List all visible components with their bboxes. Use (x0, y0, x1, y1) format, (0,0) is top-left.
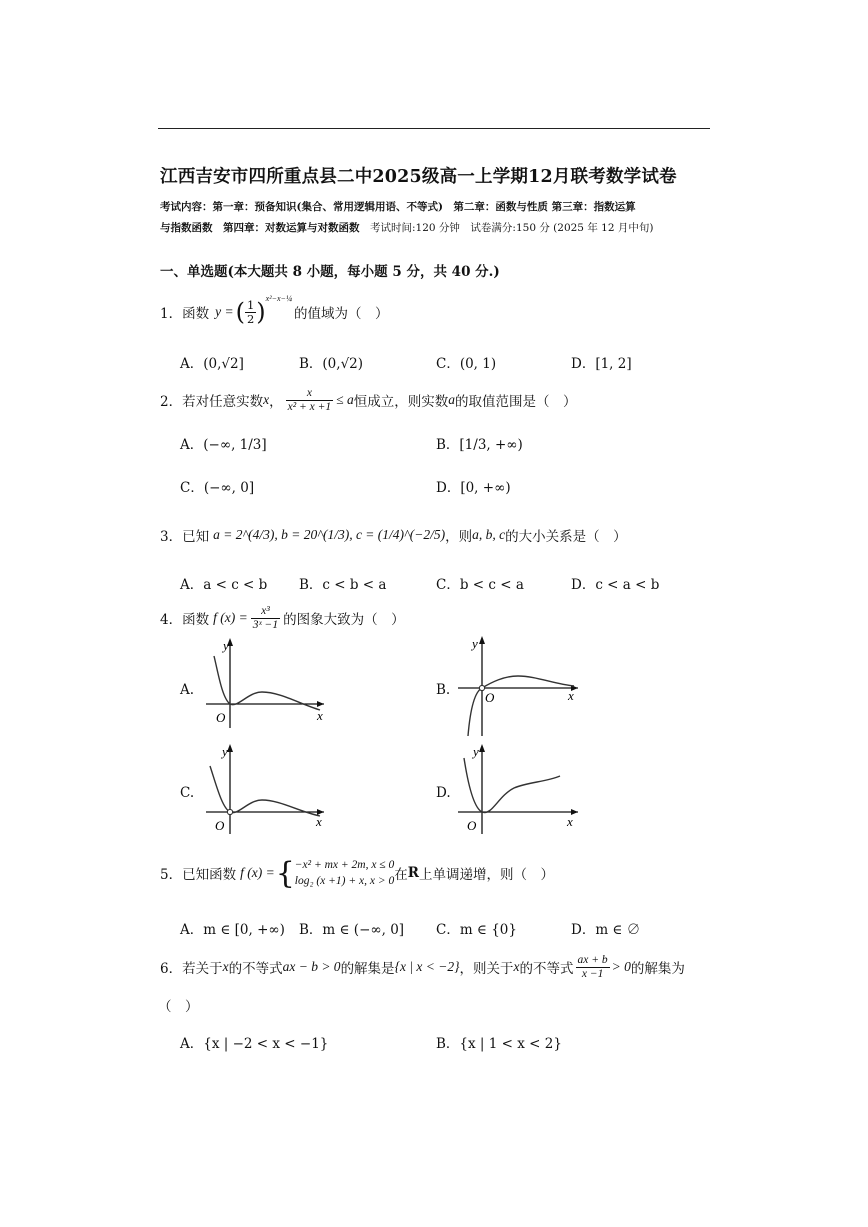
exam-scope-line1: 考试内容：第一章：预备知识(集合、常用逻辑用语、不等式) 第二章：函数与性质 第三章：指数运算 (160, 201, 636, 213)
graph-c-y-label: y (222, 744, 228, 759)
exam-scope-line2: 与指数函数 第四章：对数运算与对数函数 考试时间:120 分钟 试卷满分:150 分 (2025 年 12 月中旬) (160, 222, 654, 234)
q4-option-d-label[interactable]: D. (436, 785, 451, 801)
question-6: 6．若关于 x 的不等式 ax − b > 0 的解集是 {x | x < −2} ，则关于 x 的不等式 $\frac{ax + b}{x -1}$ > 0 的解集为 (160, 953, 685, 980)
question-1: 1．函数 y = ( $\frac{1}{2}$ ) x²−x−¼ 的值域为（ ） (160, 294, 389, 326)
q4-graph-d[interactable] (456, 738, 586, 836)
q4-option-b-label[interactable]: B. (436, 682, 451, 698)
graph-d-y-label: y (473, 744, 479, 759)
q4-graph-a[interactable] (200, 632, 332, 730)
graph-a-y-label: y (223, 638, 229, 653)
q2-option-b[interactable]: B．[1/3, +∞) (436, 437, 523, 453)
q5-option-c[interactable]: C．m ∈ {0} (436, 922, 517, 938)
q2-option-d[interactable]: D．[0, +∞) (436, 480, 511, 496)
q1-option-d[interactable]: D．[1, 2] (571, 356, 632, 372)
q5-option-a[interactable]: A．m ∈ [0, +∞) (180, 922, 285, 938)
q4-graph-b[interactable] (456, 632, 586, 740)
q2-option-c[interactable]: C．(−∞, 0] (180, 480, 255, 496)
q5-case-1: −x² + mx + 2m, x ≤ 0 (294, 859, 395, 871)
q4-graph-c[interactable] (200, 738, 332, 836)
q6-option-b[interactable]: B．{x | 1 < x < 2} (436, 1036, 562, 1052)
graph-a-x-label: x (317, 708, 323, 723)
exam-title: 江西吉安市四所重点县二中2025级高一上学期12月联考数学试卷 (160, 167, 677, 187)
q3-option-b[interactable]: B．c < b < a (299, 577, 387, 593)
q6-option-a[interactable]: A．{x | −2 < x < −1} (180, 1036, 329, 1052)
q6-answer-paren: （ ） (158, 999, 199, 1015)
q4-option-a-label[interactable]: A. (180, 682, 195, 698)
graph-c-origin-label: O (215, 818, 225, 833)
q3-option-d[interactable]: D．c < a < b (571, 577, 660, 593)
q5-option-d[interactable]: D．m ∈ ∅ (571, 922, 641, 938)
graph-c-x-label: x (316, 814, 322, 829)
question-3: 3．已知 a = 2^(4/3), b = 20^(1/3), c = (1/4)^(−2/5) ，则 a, b, c 的大小关系是（ ） (160, 527, 627, 545)
question-2: 2．若对任意实数 x ， $\frac{x}{\text{x² + x +1}}$ ≤ a 恒成立，则实数 a 的取值范围是（ ） (160, 386, 577, 413)
graph-a-origin-label: O (216, 710, 226, 725)
q1-option-a[interactable]: A．(0,√2] (180, 356, 244, 372)
graph-b-origin-label: O (485, 690, 495, 705)
q3-option-c[interactable]: C．b < c < a (436, 577, 524, 593)
section-title: 一、单选题(本大题共 8 小题，每小题 5 分，共 40 分.) (160, 264, 500, 280)
graph-b-x-label: x (568, 688, 574, 703)
q3-option-a[interactable]: A．a < c < b (180, 577, 268, 593)
q2-option-a[interactable]: A．(−∞, 1/3] (180, 437, 267, 453)
q5-case-2: log₂ (x +1) + x, x > 0 (294, 875, 395, 887)
top-rule (158, 128, 710, 129)
q5-option-b[interactable]: B．m ∈ (−∞, 0] (299, 922, 405, 938)
graph-d-x-label: x (567, 814, 573, 829)
graph-d-origin-label: O (467, 818, 477, 833)
question-4: 4．函数 f (x) = $\frac{\text{x³}}{\text{3ˣ −1}}$ 的图象大致为（ ） (160, 604, 405, 631)
question-5: 5．已知函数 f (x) = { −x² + mx + 2m, x ≤ 0 log₂ (x +1) + x, x > 0 在 R 上单调递增，则（ ） (160, 855, 554, 891)
q1-option-c[interactable]: C．(0, 1) (436, 356, 497, 372)
q1-option-b[interactable]: B．(0,√2) (299, 356, 364, 372)
q4-option-c-label[interactable]: C. (180, 785, 195, 801)
graph-b-y-label: y (472, 636, 478, 651)
